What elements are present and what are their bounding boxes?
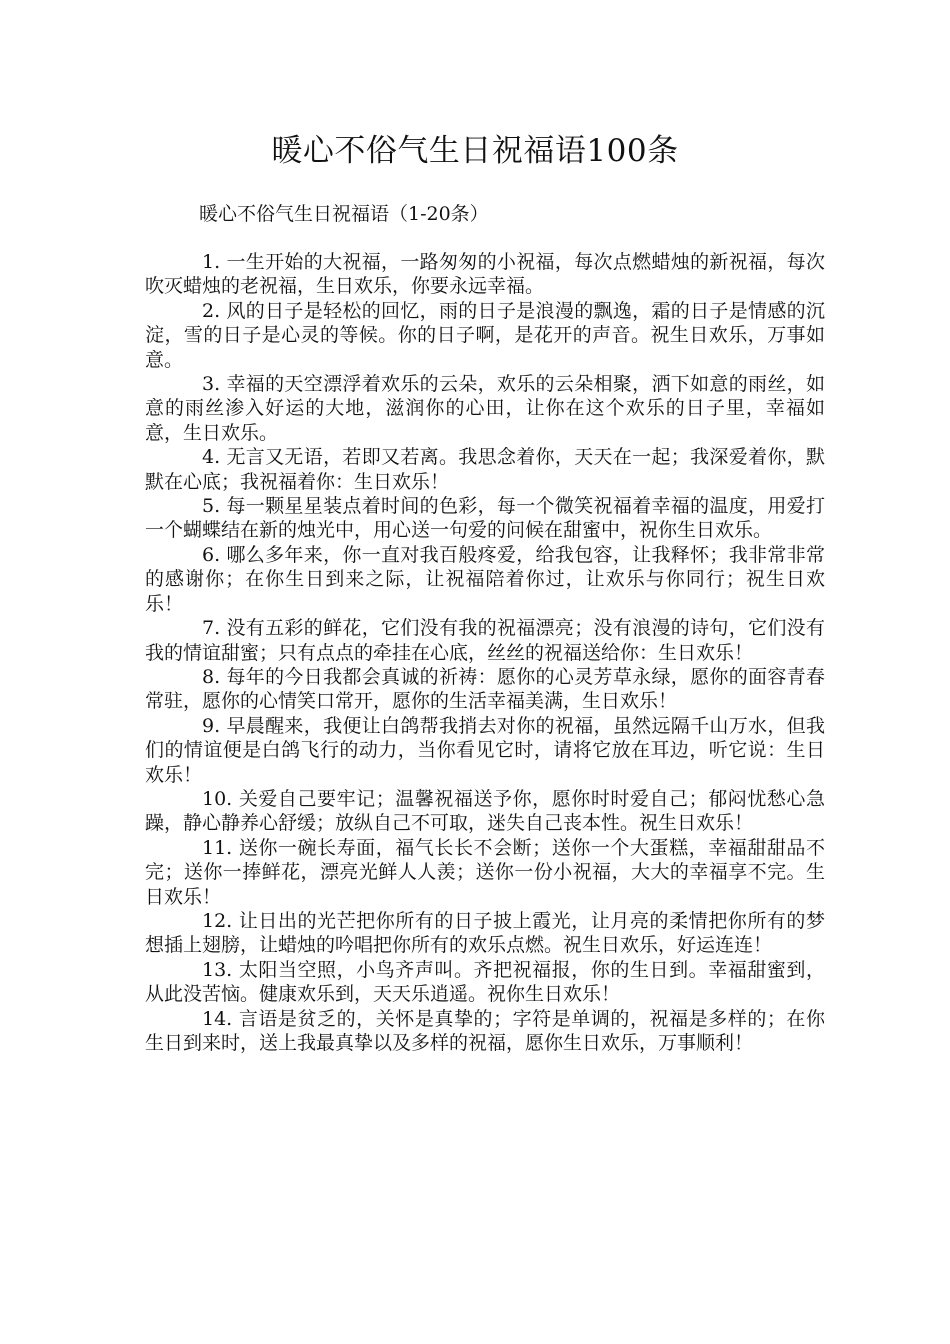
list-item: 11. 送你一碗长寿面，福气长长不会断；送你一个大蛋糕，幸福甜甜品不完；送你一捧鲜花，漂亮光鲜人人羡；送你一份小祝福，大大的幸福享不完。生日欢乐！: [145, 836, 825, 908]
list-item: 6. 哪么多年来，你一直对我百般疼爱，给我包容，让我释怀；我非常非常的感谢你；在你生日到来之际，让祝福陪着你过，让欢乐与你同行；祝生日欢乐！: [145, 543, 825, 615]
document-title: 暖心不俗气生日祝福语100条: [271, 133, 679, 169]
list-item: 9. 早晨醒来，我便让白鸽帮我捎去对你的祝福，虽然远隔千山万水，但我们的情谊便是白鸽飞行的动力，当你看见它时，请将它放在耳边，听它说：生日欢乐！: [145, 714, 825, 786]
list-item: 3. 幸福的天空漂浮着欢乐的云朵，欢乐的云朵相聚，洒下如意的雨丝，如意的雨丝渗入好运的大地，滋润你的心田，让你在这个欢乐的日子里，幸福如意，生日欢乐。: [145, 373, 825, 444]
list-item: 7. 没有五彩的鲜花，它们没有我的祝福漂亮；没有浪漫的诗句，它们没有我的情谊甜蜜；只有点点的牵挂在心底，丝丝的祝福送给你：生日欢乐！: [145, 617, 825, 664]
section-subtitle: 暖心不俗气生日祝福语（1-20条）: [199, 203, 489, 225]
list-item: 10. 关爱自己要牢记；温馨祝福送予你，愿你时时爱自己；郁闷忧愁心急躁，静心静养心舒缓；放纵自己不可取，迷失自己丧本性。祝生日欢乐！: [145, 787, 825, 835]
list-item: 4. 无言又无语，若即又若离。我思念着你，天天在一起；我深爱着你，默默在心底；我祝福着你：生日欢乐！: [145, 446, 825, 493]
list-item: 8. 每年的今日我都会真诚的祈祷：愿你的心灵芳草永绿，愿你的面容青春常驻，愿你的心情笑口常开，愿你的生活幸福美满，生日欢乐！: [145, 665, 825, 713]
list-item: 12. 让日出的光芒把你所有的日子披上霞光，让月亮的柔情把你所有的梦想插上翅膀，让蜡烛的吟唱把你所有的欢乐点燃。祝生日欢乐，好运连连！: [145, 909, 825, 957]
list-item: 13. 太阳当空照，小鸟齐声叫。齐把祝福报，你的生日到。幸福甜蜜到，从此没苦恼。健康欢乐到，天天乐逍遥。祝你生日欢乐！: [145, 958, 825, 1006]
blessing-list: [145, 250, 825, 1055]
list-item: 2. 风的日子是轻松的回忆，雨的日子是浪漫的飘逸，霜的日子是情感的沉淀，雪的日子是心灵的等候。你的日子啊，是花开的声音。祝生日欢乐，万事如意。: [145, 299, 825, 371]
list-item: 14. 言语是贫乏的，关怀是真挚的；字符是单调的，祝福是多样的；在你生日到来时，送上我最真挚以及多样的祝福，愿你生日欢乐，万事顺利！: [145, 1007, 825, 1054]
list-item: 1. 一生开始的大祝福，一路匆匆的小祝福，每次点燃蜡烛的新祝福，每次吹灭蜡烛的老祝福，生日欢乐，你要永远幸福。: [145, 251, 825, 298]
list-item: 5. 每一颗星星装点着时间的色彩，每一个微笑祝福着幸福的温度，用爱打一个蝴蝶结在新的烛光中，用心送一句爱的问候在甜蜜中，祝你生日欢乐。: [145, 495, 825, 542]
